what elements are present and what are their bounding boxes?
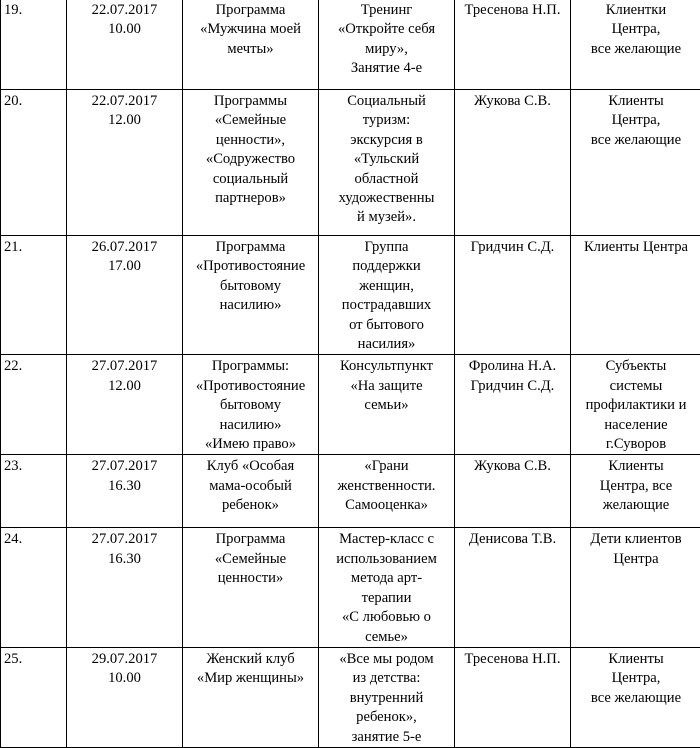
program-text-line: «Имею право» (186, 435, 315, 454)
audience-text-line: Центра (574, 550, 698, 569)
event-text-line: Консультпункт (322, 357, 451, 376)
responsible-person: Гридчин С.Д. (458, 238, 567, 257)
event-time: 10.00 (70, 20, 179, 39)
responsible-person: Жукова С.В. (458, 457, 567, 476)
audience-text-line: Центра, (574, 111, 698, 130)
program-text-line: мама-особый (186, 477, 315, 496)
program-text-line: Программа (186, 530, 315, 549)
row-number: 23. (4, 457, 63, 476)
row-number-cell (1, 355, 67, 455)
event-time: 12.00 (70, 111, 179, 130)
program-text-line: бытовому (186, 396, 315, 415)
responsible-cell (455, 0, 571, 90)
row-number-cell (1, 528, 67, 647)
program-cell (183, 455, 319, 528)
program-text-line: мечты» (186, 40, 315, 59)
event-text-line: й музей». (322, 208, 451, 227)
event-text-line: Группа (322, 238, 451, 257)
audience-text-line: желающие (574, 496, 698, 515)
program-cell (183, 0, 319, 90)
event-text-line: Социальный (322, 92, 451, 111)
program-text-line: Программа (186, 1, 315, 20)
row-number-cell (1, 647, 67, 747)
row-number-cell (1, 455, 67, 528)
event-date: 27.07.2017 (70, 530, 179, 549)
event-text-line: Мастер-класс с (322, 530, 451, 549)
date-time-cell (67, 0, 183, 90)
program-text-line: «Противостояние (186, 257, 315, 276)
event-time: 16.30 (70, 550, 179, 569)
row-number-cell (1, 90, 67, 236)
date-time-cell (67, 90, 183, 236)
date-time-cell (67, 528, 183, 647)
audience-text-line: Субъекты (574, 357, 698, 376)
row-number-cell (1, 236, 67, 355)
audience-text-line: г.Суворов (574, 435, 698, 454)
date-time-cell (67, 647, 183, 747)
audience-cell (571, 647, 700, 747)
event-cell (319, 455, 455, 528)
row-number: 24. (4, 530, 63, 549)
event-text-line: метода арт- (322, 569, 451, 588)
audience-cell (571, 90, 700, 236)
table-row (1, 355, 700, 455)
program-cell (183, 355, 319, 455)
row-number: 20. (4, 92, 63, 111)
program-text-line: ценности», (186, 131, 315, 150)
event-text-line: женственности. (322, 477, 451, 496)
event-text-line: внутренний (322, 689, 451, 708)
event-cell (319, 90, 455, 236)
audience-text-line: Клиенты (574, 92, 698, 111)
audience-text-line: системы (574, 377, 698, 396)
responsible-person: Денисова Т.В. (458, 530, 567, 549)
events-table-body (1, 0, 700, 747)
event-text-line: поддержки (322, 257, 451, 276)
event-text-line: терапии (322, 589, 451, 608)
audience-text-line: все желающие (574, 131, 698, 150)
event-text-line: «С любовью о (322, 608, 451, 627)
responsible-cell (455, 355, 571, 455)
event-text-line: Самооценка» (322, 496, 451, 515)
row-number-cell (1, 0, 67, 90)
table-row (1, 0, 700, 90)
audience-text-line: Центра, (574, 20, 698, 39)
responsible-person: Фролина Н.А. (458, 357, 567, 376)
table-row (1, 455, 700, 528)
program-cell (183, 90, 319, 236)
audience-text-line: Клиентки (574, 1, 698, 20)
event-text-line: туризм: (322, 111, 451, 130)
audience-cell (571, 455, 700, 528)
program-text-line: Программы (186, 92, 315, 111)
program-text-line: «Мужчина моей (186, 20, 315, 39)
program-text-line: «Семейные (186, 111, 315, 130)
event-text-line: Тренинг (322, 1, 451, 20)
audience-text-line: профилактики и (574, 396, 698, 415)
event-time: 17.00 (70, 257, 179, 276)
responsible-person: Тресенова Н.П. (458, 650, 567, 669)
event-text-line: художественны (322, 189, 451, 208)
event-text-line: от бытового (322, 316, 451, 335)
program-text-line: ребенок» (186, 496, 315, 515)
event-text-line: женщин, (322, 277, 451, 296)
event-time: 16.30 (70, 477, 179, 496)
event-date: 29.07.2017 (70, 650, 179, 669)
event-date: 26.07.2017 (70, 238, 179, 257)
program-text-line: Программы: (186, 357, 315, 376)
program-cell (183, 528, 319, 647)
event-cell (319, 355, 455, 455)
event-text-line: областной (322, 170, 451, 189)
program-cell (183, 236, 319, 355)
responsible-person: Гридчин С.Д. (458, 377, 567, 396)
program-text-line: Клуб «Особая (186, 457, 315, 476)
audience-text-line: Центра, все (574, 477, 698, 496)
program-text-line: насилию» (186, 416, 315, 435)
event-text-line: миру», (322, 40, 451, 59)
date-time-cell (67, 236, 183, 355)
program-text-line: насилию» (186, 296, 315, 315)
event-text-line: «На защите (322, 377, 451, 396)
event-text-line: из детства: (322, 669, 451, 688)
date-time-cell (67, 355, 183, 455)
program-text-line: бытовому (186, 277, 315, 296)
program-text-line: партнеров» (186, 189, 315, 208)
event-text-line: занятие 5-е (322, 728, 451, 747)
event-text-line: экскурсия в (322, 131, 451, 150)
row-number: 25. (4, 650, 63, 669)
audience-text-line: Дети клиентов (574, 530, 698, 549)
audience-cell (571, 0, 700, 90)
event-text-line: пострадавших (322, 296, 451, 315)
event-text-line: «Грани (322, 457, 451, 476)
event-time: 10.00 (70, 669, 179, 688)
date-time-cell (67, 455, 183, 528)
audience-text-line: население (574, 416, 698, 435)
program-text-line: Программа (186, 238, 315, 257)
event-text-line: семье» (322, 628, 451, 647)
event-date: 22.07.2017 (70, 1, 179, 20)
audience-text-line: Центра, (574, 669, 698, 688)
event-text-line: Занятие 4-е (322, 59, 451, 78)
audience-cell (571, 355, 700, 455)
table-row (1, 647, 700, 747)
audience-text-line: Клиенты (574, 650, 698, 669)
event-date: 22.07.2017 (70, 92, 179, 111)
responsible-cell (455, 236, 571, 355)
event-cell (319, 236, 455, 355)
audience-cell (571, 236, 700, 355)
audience-text-line: все желающие (574, 689, 698, 708)
row-number: 22. (4, 357, 63, 376)
program-cell (183, 647, 319, 747)
event-text-line: насилия» (322, 335, 451, 354)
program-text-line: «Содружество (186, 150, 315, 169)
event-text-line: использованием (322, 550, 451, 569)
event-text-line: «Все мы родом (322, 650, 451, 669)
audience-text-line: Клиенты Центра (574, 238, 698, 257)
event-date: 27.07.2017 (70, 357, 179, 376)
event-cell (319, 528, 455, 647)
program-text-line: «Мир женщины» (186, 669, 315, 688)
audience-text-line: Клиенты (574, 457, 698, 476)
table-row (1, 90, 700, 236)
event-text-line: «Тульский (322, 150, 451, 169)
row-number: 21. (4, 238, 63, 257)
event-cell (319, 0, 455, 90)
program-text-line: «Семейные (186, 550, 315, 569)
event-date: 27.07.2017 (70, 457, 179, 476)
audience-text-line: все желающие (574, 40, 698, 59)
program-text-line: социальный (186, 170, 315, 189)
event-cell (319, 647, 455, 747)
audience-cell (571, 528, 700, 647)
responsible-cell (455, 90, 571, 236)
program-text-line: Женский клуб (186, 650, 315, 669)
program-text-line: ценности» (186, 569, 315, 588)
event-time: 12.00 (70, 377, 179, 396)
table-row (1, 528, 700, 647)
responsible-cell (455, 455, 571, 528)
responsible-person: Тресенова Н.П. (458, 1, 567, 20)
event-text-line: «Откройте себя (322, 20, 451, 39)
row-number: 19. (4, 1, 63, 20)
responsible-cell (455, 647, 571, 747)
program-text-line: «Противостояние (186, 377, 315, 396)
responsible-cell (455, 528, 571, 647)
table-row (1, 236, 700, 355)
event-text-line: ребенок», (322, 708, 451, 727)
responsible-person: Жукова С.В. (458, 92, 567, 111)
event-text-line: семьи» (322, 396, 451, 415)
